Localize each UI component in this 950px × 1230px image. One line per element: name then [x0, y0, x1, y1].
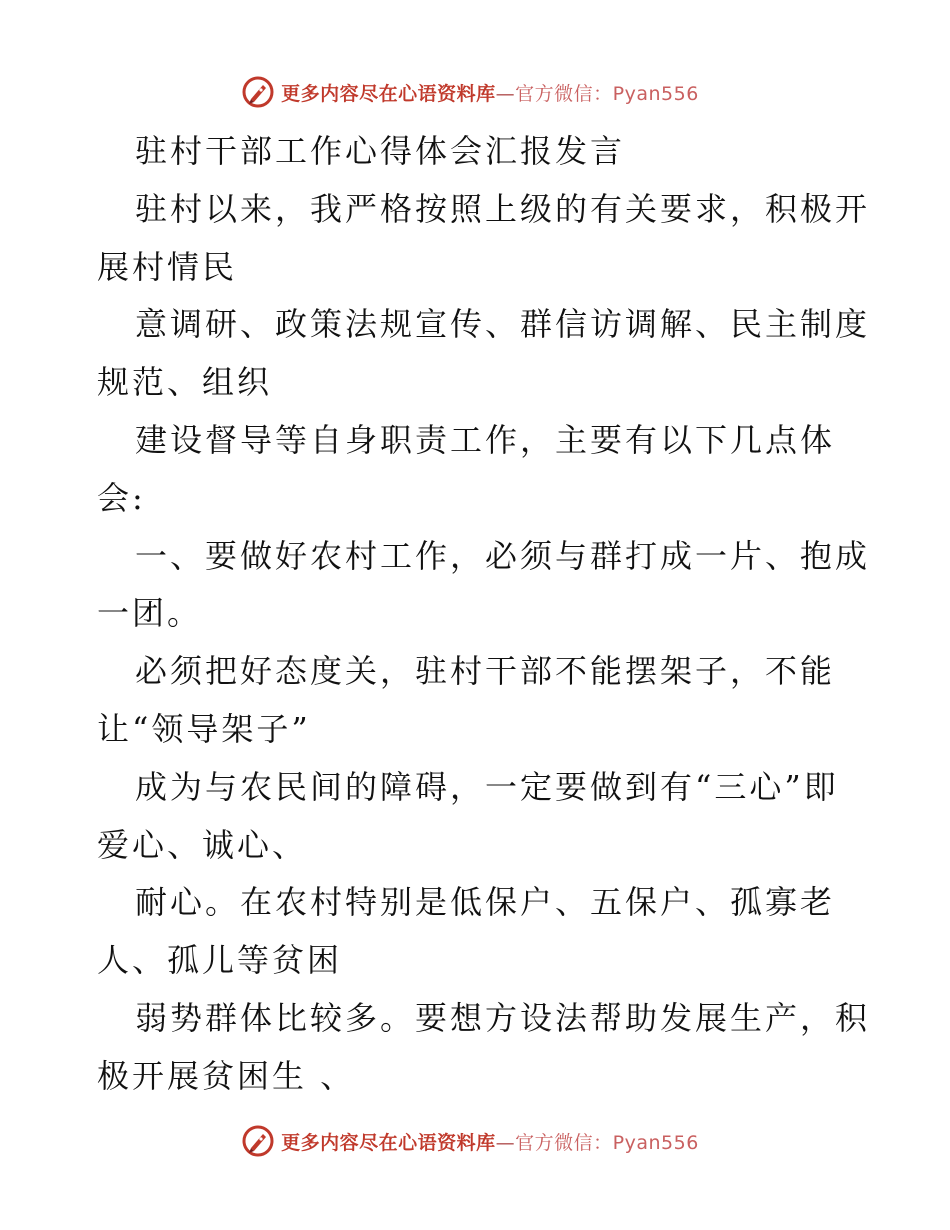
pen-nib-logo-icon	[241, 75, 275, 109]
document-line: 必须把好态度关，驻村干部不能摆架子，不能	[135, 652, 836, 691]
document-line: 展村情民	[97, 247, 238, 286]
watermark-inner	[241, 75, 699, 109]
document-line: 一、要做好农村工作，必须与群打成一片、抱成	[135, 536, 871, 575]
document-line: 爱心、诚心、	[97, 825, 308, 864]
watermark-dash: —	[495, 1131, 516, 1154]
document-line: 人、孤儿等贫困	[97, 941, 343, 980]
document-line: 意调研、政策法规宣传、群信访调解、民主制度	[135, 305, 871, 344]
watermark-text	[281, 1128, 699, 1155]
document-line: 规范、组织	[97, 363, 273, 402]
pen-nib-logo-icon	[241, 1124, 275, 1158]
watermark-title: 更多内容尽在心语资料库	[281, 82, 496, 105]
document-line: 耐心。在农村特别是低保户、五保户、孤寡老	[135, 883, 836, 922]
document-body	[97, 123, 871, 1106]
document-line: 弱势群体比较多。要想方设法帮助发展生产，积	[135, 998, 871, 1037]
watermark-contact: 官方微信：Pyan556	[515, 1131, 699, 1154]
document-line: 建设督导等自身职责工作，主要有以下几点体	[135, 420, 836, 459]
document-line: 驻村干部工作心得体会汇报发言	[135, 132, 626, 170]
document-line: 一团。	[97, 594, 203, 633]
watermark-text	[281, 79, 699, 106]
watermark-inner	[241, 1124, 699, 1158]
document-line: 会:	[97, 478, 146, 517]
watermark-contact: 官方微信：Pyan556	[515, 82, 699, 105]
document-line: 极开展贫困生 、	[97, 1056, 356, 1095]
document-line: 成为与农民间的障碍，一定要做到有“三心”即	[135, 767, 839, 806]
watermark-dash: —	[495, 82, 516, 105]
document-line: 驻村以来，我严格按照上级的有关要求，积极开	[135, 189, 871, 228]
watermark-header	[0, 72, 950, 112]
document-line: 让“领导架子”	[97, 709, 311, 748]
watermark-footer	[0, 1121, 950, 1161]
watermark-title: 更多内容尽在心语资料库	[281, 1131, 496, 1154]
